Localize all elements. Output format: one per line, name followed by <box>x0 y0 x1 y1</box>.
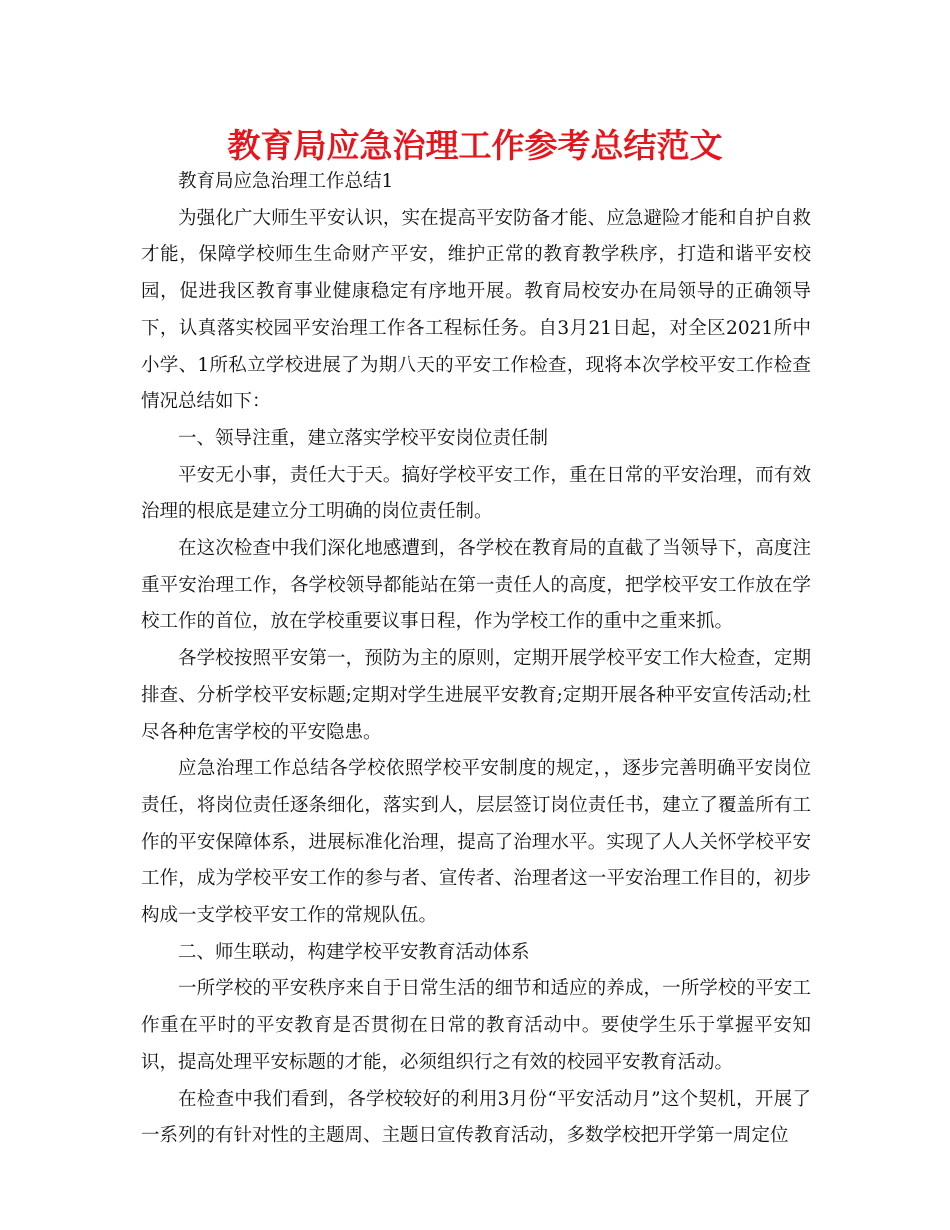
body-paragraph: 在这次检查中我们深化地感遭到，各学校在教育局的直截了当领导下，高度注重平安治理工作，各学校领导都能站在第一责任人的高度，把学校平安工作放在学校工作的首位，放在学校重要议事日程，作为学校工作的重中之重来抓。 <box>141 538 811 633</box>
body-paragraph: 各学校按照平安第一，预防为主的原则，定期开展学校平安工作大检查，定期排查、分析学校平安标题;定期对学生进展平安教育;定期开展各种平安宣传活动;杜尽各种危害学校的平安隐患。 <box>141 648 811 743</box>
section-heading: 二、师生联动，构建学校平安教育活动体系 <box>178 941 530 963</box>
document-body <box>141 164 811 1155</box>
section-heading: 一、领导注重，建立落实学校平安岗位责任制 <box>178 427 549 449</box>
body-paragraph: 应急治理工作总结各学校依照学校平安制度的规定，，逐步完善明确平安岗位责任，将岗位责任逐条细化，落实到人，层层签订岗位责任书，建立了覆盖所有工作的平安保障体系，进展标准化治理，提高了治理水平。实现了人人关怀学校平安工作，成为学校平安工作的参与者、宣传者、治理者这一平安治理工作目的，初步构成一支学校平安工作的常规队伍。 <box>141 758 811 927</box>
body-paragraph: 平安无小事，责任大于天。搞好学校平安工作，重在日常的平安治理，而有效治理的根底是建立分工明确的岗位责任制。 <box>141 464 811 523</box>
document-title: 教育局应急治理工作参考总结范文 <box>227 126 723 165</box>
body-paragraph: 在检查中我们看到，各学校较好的利用3月份“平安活动月”这个契机，开展了一系列的有针对性的主题周、主题日宣传教育活动，多数学校把开学第一周定位 <box>141 1088 811 1147</box>
body-paragraph: 为强化广大师生平安认识，实在提高平安防备才能、应急避险才能和自护自救才能，保障学校师生生命财产平安，维护正常的教育教学秩序，打造和谐平安校园，促进我区教育事业健康稳定有序地开展。教育局校安办在局领导的正确领导下，认真落实校园平安治理工作各工程标任务。自3月21日起，对全区2021所中小学、1所私立学校进展了为期八天的平安工作检查，现将本次学校平安工作检查情况总结如下： <box>141 207 811 413</box>
section-subtitle: 教育局应急治理工作总结1 <box>178 171 394 192</box>
body-paragraph: 一所学校的平安秩序来自于日常生活的细节和适应的养成，一所学校的平安工作重在平时的平安教育是否贯彻在日常的教育活动中。要使学生乐于掌握平安知识，提高处理平安标题的才能，必须组织行之有效的校园平安教育活动。 <box>141 978 811 1073</box>
